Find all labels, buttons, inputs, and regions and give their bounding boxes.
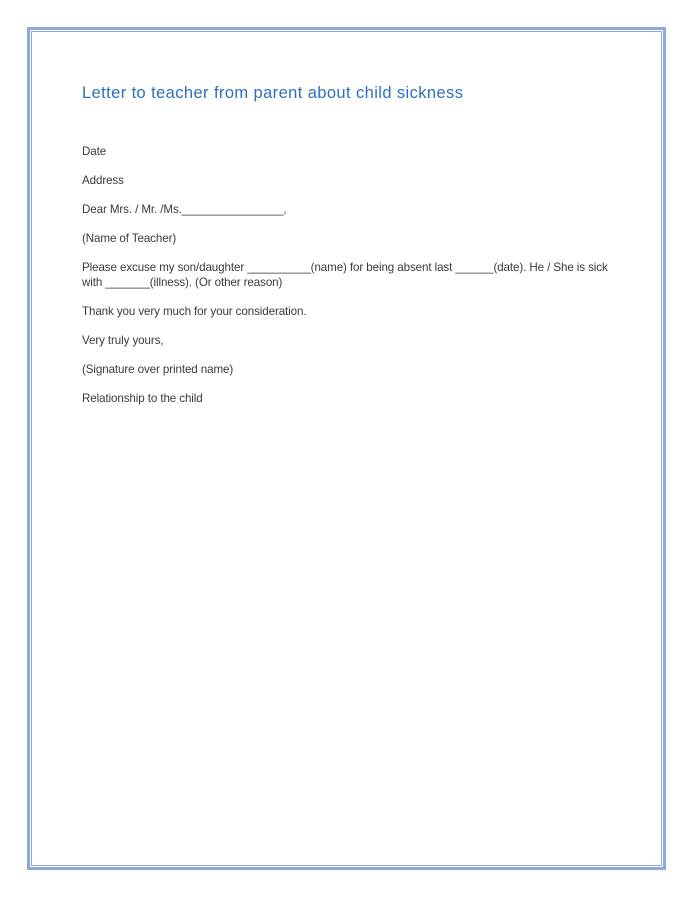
excuse-paragraph: Please excuse my son/daughter __________(name) for being absent last ______(date). He / She is sick with _______(illness). (Or other reason) [82, 261, 608, 289]
salutation-line: Dear Mrs. / Mr. /Ms.________________, [82, 203, 287, 216]
letter-body [82, 144, 622, 406]
teacher-name-line: (Name of Teacher) [82, 232, 177, 245]
letter-content [82, 82, 622, 420]
address-line: Address [82, 174, 124, 187]
closing-line: Very truly yours, [82, 334, 164, 347]
thanks-line: Thank you very much for your consideration. [82, 305, 307, 318]
signature-line: (Signature over printed name) [82, 363, 234, 376]
letter-title: Letter to teacher from parent about child sickness [82, 84, 464, 102]
relationship-line: Relationship to the child [82, 392, 203, 405]
date-line: Date [82, 145, 107, 158]
